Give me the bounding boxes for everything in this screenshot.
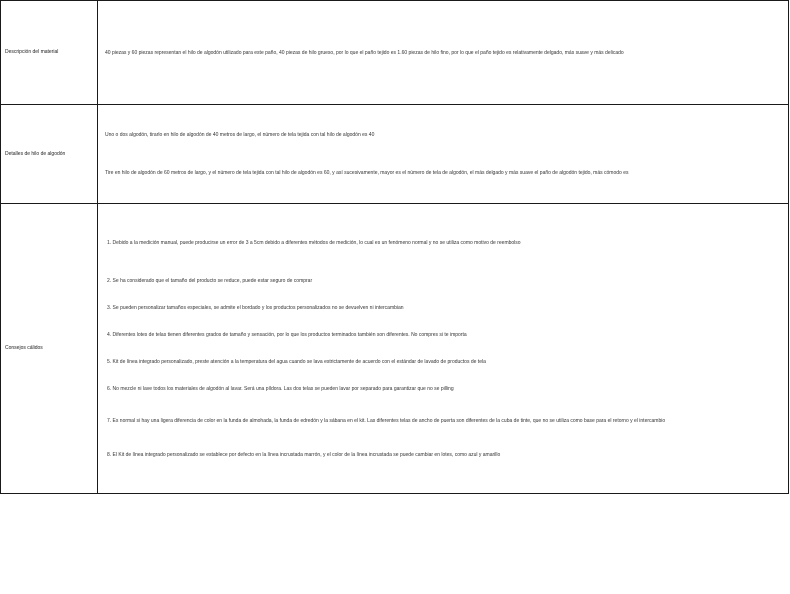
list-item-tip: 2. Se ha considerado que el tamaño del producto se reduce, puede estar seguro de comprar [107, 277, 313, 284]
cotton-yarn-detail-line: Tire en hilo de algodón de 60 metros de largo, y el número de tela tejida con tal hilo de algodón es 60, y así sucesivamente, mayor es el número de tela de algodón, el más delgado y más suave el paño de algodón tejido, más cómodo es [105, 170, 629, 176]
material-description-label: Descripción del material [1, 1, 98, 105]
table-row-cotton-yarn-details [1, 105, 789, 204]
cotton-yarn-details-label: Detalles de hilo de algodón [1, 105, 98, 204]
warm-tips-value [98, 204, 789, 494]
material-description-value: 40 piezas y 60 piezas representan el hilo de algodón utilizado para este paño, 40 piezas de hilo grueso, por lo que el paño tejido es 1.60 piezas de hilo fino, por lo que el paño tejido es relativamente delgado, más suave y más delicado [98, 1, 789, 105]
list-item-tip: 3. Se pueden personalizar tamaños especiales, se admite el bordado y los productos personalizados no se devuelven ni intercambian [107, 304, 404, 311]
list-item-tip: 1. Debido a la medición manual, puede producirse un error de 3 a 5cm debido a diferentes métodos de medición, lo cual es un fenómeno normal y no se utiliza como motivo de reembolso [107, 239, 521, 246]
cotton-yarn-details-value [98, 105, 789, 204]
warm-tips-list [105, 240, 782, 458]
list-item-tip: 4. Diferentes lotes de telas tienen diferentes grados de tamaño y sensación, por lo que los productos terminados también son diferentes. No compres si te importa [107, 331, 467, 338]
cotton-yarn-detail-line: Uno o dos algodón, tirarlo en hilo de algodón de 40 metros de largo, el número de tela tejida con tal hilo de algodón es 40 [105, 132, 375, 138]
list-item-tip: 6. No mezcle ni lave todos los materiales de algodón al lavar. Será una píldora. Las dos telas se pueden lavar por separado para garantizar que no se pilling [107, 385, 454, 392]
list-item-tip: 8. El Kit de línea integrado personalizado se establece por defecto en la línea incrustada marrón, y el color de la línea incrustada se puede cambiar en lotes, como azul y amarillo [107, 451, 501, 458]
list-item-tip: 5. Kit de línea integrado personalizado, preste atención a la temperatura del agua cuando se lava estrictamente de acuerdo con el estándar de lavado de productos de tela [107, 358, 486, 365]
warm-tips-label: Consejos cálidos [1, 204, 98, 494]
list-item-tip: 7. Es normal si hay una ligera diferencia de color en la funda de almohada, la funda de edredón y la sábana en el kit. Las diferentes telas de ancho de puerta son diferentes de la cuba de tinte, que no se utiliza como base para el retorno y el intercambio [107, 417, 666, 424]
table-row-material-description [1, 1, 789, 105]
table-row-warm-tips [1, 204, 789, 494]
